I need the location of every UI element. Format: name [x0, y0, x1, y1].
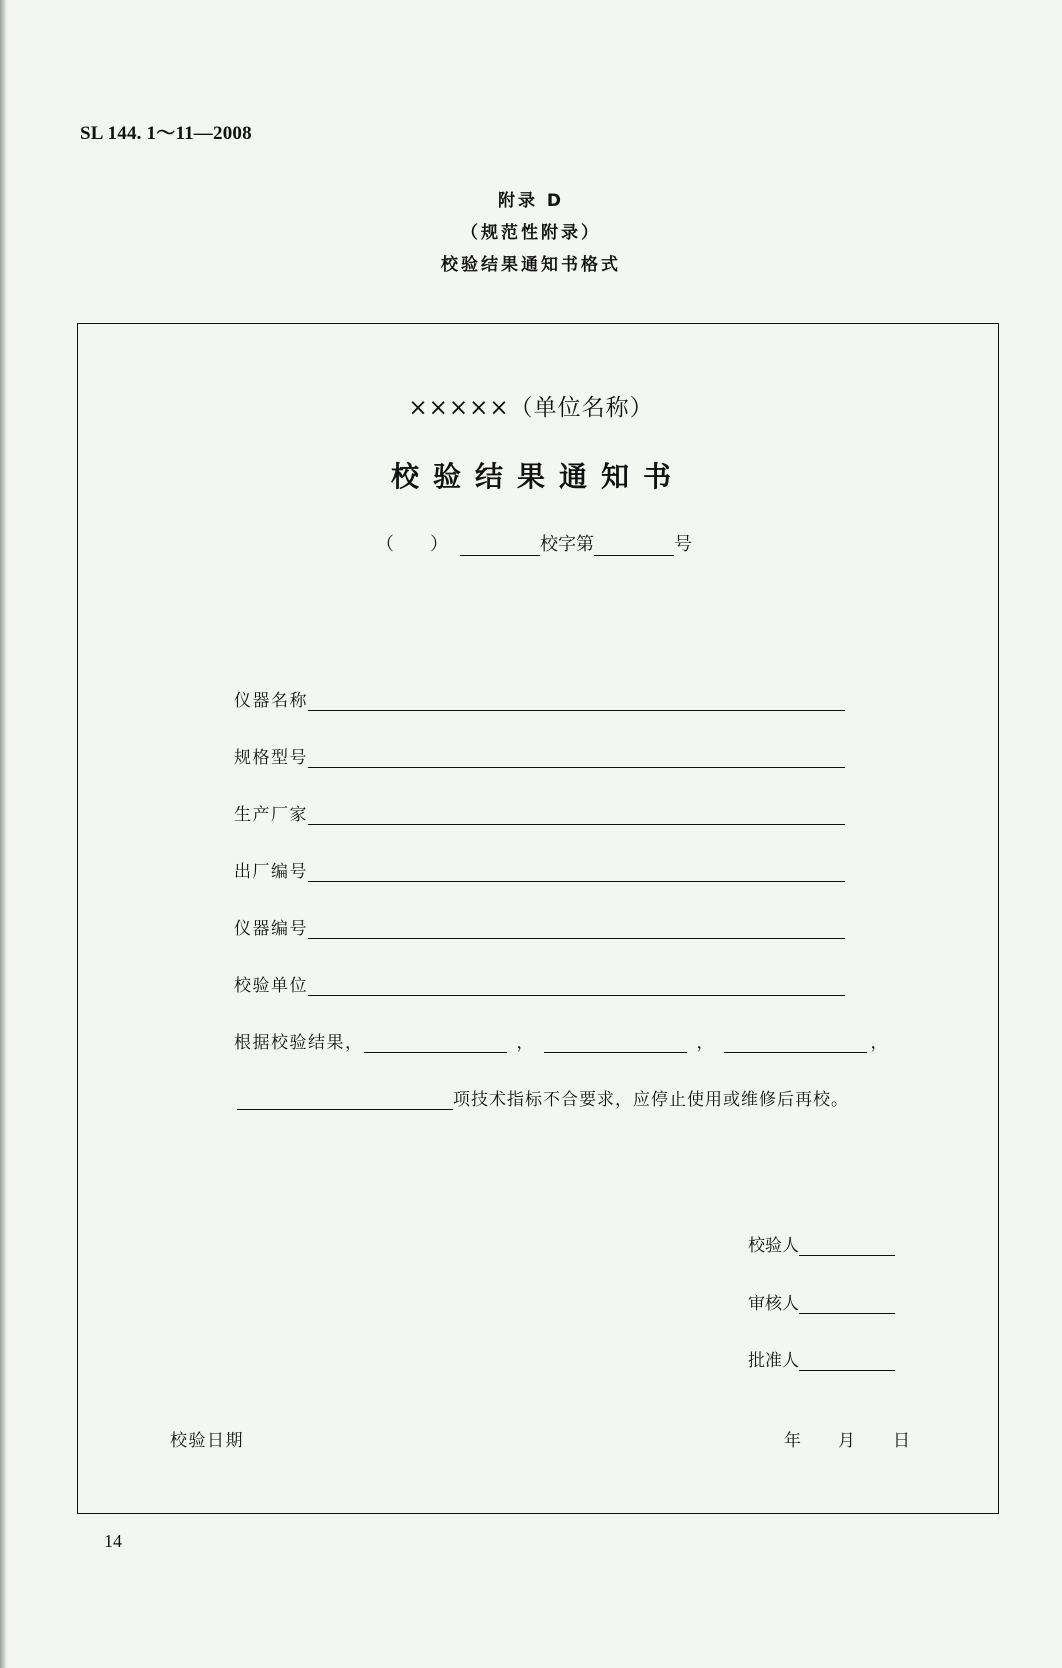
field-label: 规格型号 — [234, 748, 308, 768]
signature-reviewer — [748, 1289, 895, 1314]
signature-label: 校验人 — [748, 1236, 799, 1256]
signature-blank[interactable] — [799, 1237, 895, 1256]
field-blank[interactable] — [308, 749, 845, 768]
field-manufacturer — [234, 800, 845, 825]
result-blank-3[interactable] — [724, 1034, 867, 1053]
comma: ， — [516, 1033, 534, 1053]
signature-inspector — [748, 1231, 895, 1256]
signature-approver — [748, 1346, 895, 1371]
form-title: 校验结果通知书 — [390, 460, 685, 493]
standard-code: SL 144. 1～11—2008 — [80, 123, 252, 144]
result-line — [234, 1028, 892, 1053]
comma: ， — [870, 1033, 888, 1053]
reference-number-line — [376, 530, 692, 556]
field-blank[interactable] — [308, 977, 845, 996]
comma: ， — [696, 1033, 714, 1053]
appendix-label: 附录 D — [497, 191, 565, 211]
signature-blank[interactable] — [799, 1295, 895, 1314]
field-instrument-name — [234, 686, 845, 711]
result-blank-2[interactable] — [544, 1034, 687, 1053]
result-blank-1[interactable] — [364, 1034, 507, 1053]
appendix-title: 校验结果通知书格式 — [441, 255, 621, 275]
date-year: 年 — [784, 1431, 801, 1451]
ref-prefix-blank[interactable] — [460, 535, 540, 556]
field-model — [234, 743, 845, 768]
conclusion-line — [237, 1085, 849, 1110]
field-label: 校验单位 — [234, 976, 308, 996]
result-prefix: 根据校验结果， — [234, 1033, 364, 1053]
org-name: ×××××（单位名称） — [408, 395, 654, 421]
date-month: 月 — [838, 1431, 855, 1451]
signature-label: 批准人 — [748, 1351, 799, 1371]
field-label: 出厂编号 — [234, 862, 308, 882]
date-label: 校验日期 — [170, 1431, 244, 1451]
field-instrument-number — [234, 914, 845, 939]
field-label: 仪器名称 — [234, 691, 308, 711]
ref-mid-text: 校字第 — [540, 534, 594, 555]
field-blank[interactable] — [308, 806, 845, 825]
ref-number-blank[interactable] — [594, 535, 674, 556]
conclusion-text: 项技术指标不合要求，应停止使用或维修后再校。 — [453, 1090, 849, 1110]
field-label: 仪器编号 — [234, 919, 308, 939]
signature-blank[interactable] — [799, 1352, 895, 1371]
ref-paren: （ ） — [376, 534, 448, 555]
field-blank[interactable] — [308, 863, 845, 882]
appendix-type: （规范性附录） — [461, 223, 601, 243]
ref-end-text: 号 — [674, 534, 692, 555]
field-blank[interactable] — [308, 920, 845, 939]
signature-label: 审核人 — [748, 1294, 799, 1314]
field-blank[interactable] — [308, 692, 845, 711]
conclusion-blank[interactable] — [237, 1091, 453, 1110]
field-label: 生产厂家 — [234, 805, 308, 825]
field-calibration-unit — [234, 971, 845, 996]
page-number: 14 — [104, 1531, 122, 1551]
field-factory-number — [234, 857, 845, 882]
date-day: 日 — [893, 1431, 910, 1451]
